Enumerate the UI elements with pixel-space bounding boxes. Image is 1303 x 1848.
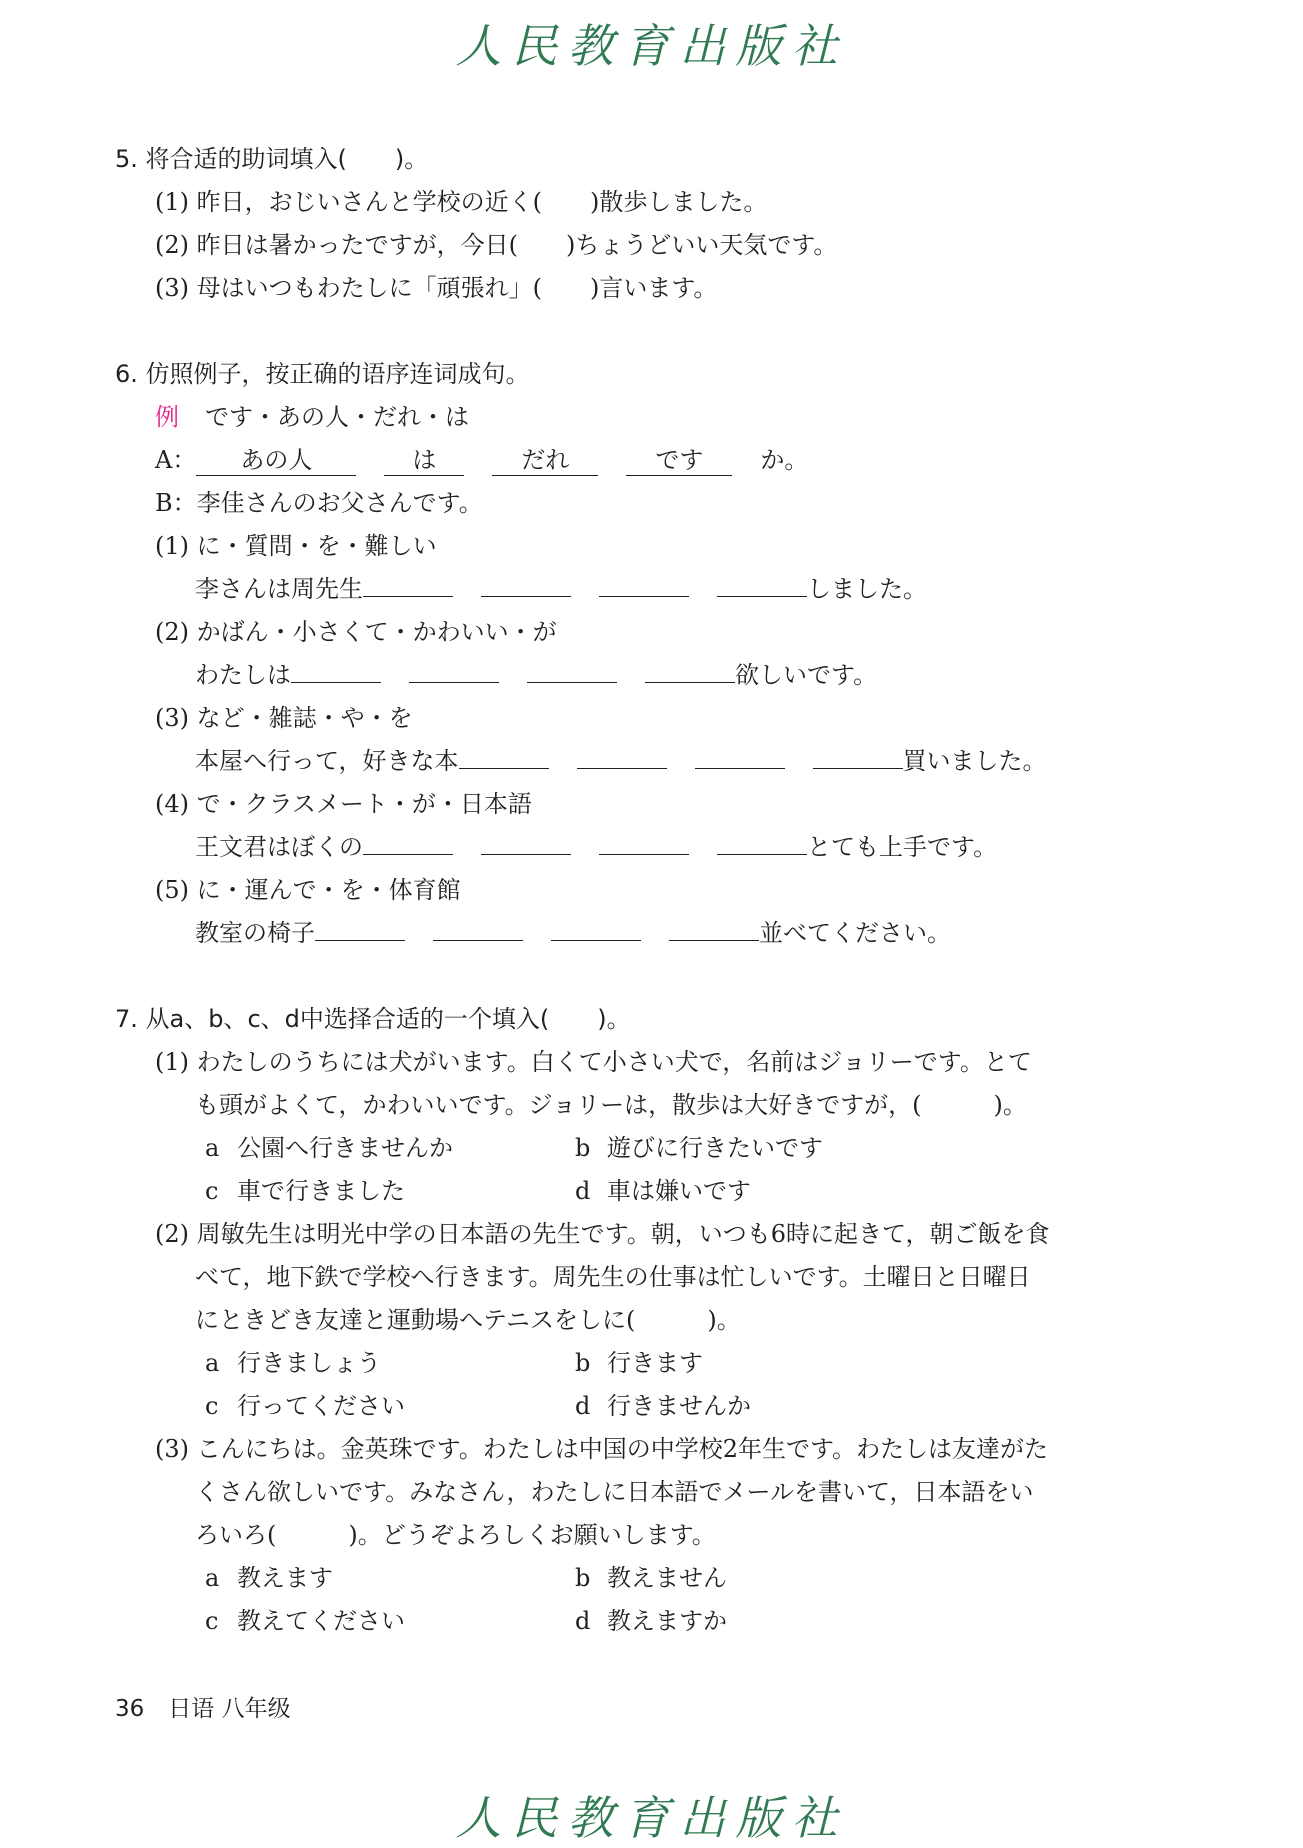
q6-item-3-words: (3) など・雑誌・や・を: [155, 704, 413, 732]
option-a[interactable]: a 教えます: [205, 1564, 333, 1592]
answer-blank[interactable]: [363, 596, 453, 597]
q6-item-4-answer: [115, 826, 1175, 869]
q7-item-2-options-ab: [115, 1342, 1175, 1385]
option-d[interactable]: d 車は嫌いです: [575, 1177, 751, 1205]
q6-item-3-answer: [115, 740, 1175, 783]
q7-item-1-line-1: (1) わたしのうちには犬がいます。白くて小さい犬で，名前はジョリーです。とて: [155, 1048, 1032, 1076]
answer-blank[interactable]: [481, 596, 571, 597]
answer-blank[interactable]: [551, 940, 641, 941]
example-answer-4: です: [626, 445, 732, 476]
option-b[interactable]: b 行きます: [575, 1349, 703, 1377]
q7-item-3-options-ab: [115, 1557, 1175, 1600]
q5-item-1: (1) 昨日，おじいさんと学校の近く( )散歩しました。: [155, 188, 768, 216]
option-b[interactable]: b 教えません: [575, 1564, 727, 1592]
q6-item-1-answer: [115, 568, 1175, 611]
q7-item-2-line-2: べて，地下鉄で学校へ行きます。周先生の仕事は忙しいです。土曜日と日曜日: [195, 1263, 1031, 1291]
answer-blank[interactable]: [669, 940, 759, 941]
page-footer: [115, 1690, 291, 1723]
answer-blank[interactable]: [717, 596, 807, 597]
q6-item-5-words: (5) に・運んで・を・体育館: [155, 876, 461, 904]
q6-example-answer: [115, 439, 1175, 482]
example-answer-3: だれ: [492, 445, 598, 476]
q7-item-1-options-ab: [115, 1127, 1175, 1170]
answer-blank[interactable]: [813, 768, 903, 769]
option-d[interactable]: d 教えますか: [575, 1607, 727, 1635]
answer-blank[interactable]: [717, 854, 807, 855]
sentence-suffix: 買いました。: [902, 747, 1047, 775]
sentence-suffix: 欲しいです。: [735, 661, 878, 689]
publisher-logo-bottom: 人民教育出版社: [455, 1791, 848, 1845]
option-c[interactable]: c 教えてください: [205, 1607, 405, 1635]
q5-item-2: (2) 昨日は暑かったですが，今日( )ちょうどいい天気です。: [155, 231, 838, 259]
option-b[interactable]: b 遊びに行きたいです: [575, 1134, 823, 1162]
sentence-prefix: 本屋へ行って，好きな本: [195, 747, 459, 775]
q6-b-line: B：李佳さんのお父さんです。: [155, 489, 483, 517]
sentence-prefix: 王文君はぼくの: [195, 833, 363, 861]
a-suffix: か。: [760, 446, 809, 474]
q6-example: [115, 396, 1175, 439]
sentence-prefix: 教室の椅子: [195, 919, 315, 947]
sentence-prefix: わたしは: [195, 661, 291, 689]
publisher-logo-top: 人民教育出版社: [455, 19, 848, 73]
q7-item-2-line-1: (2) 周敏先生は明光中学の日本語の先生です。朝，いつも6時に起きて，朝ご飯を食: [155, 1220, 1050, 1248]
sentence-prefix: 李さんは周先生: [195, 575, 363, 603]
option-c[interactable]: c 行ってください: [205, 1392, 405, 1420]
answer-blank[interactable]: [527, 682, 617, 683]
answer-blank[interactable]: [291, 682, 381, 683]
exercise-content: [115, 138, 1175, 1643]
answer-blank[interactable]: [459, 768, 549, 769]
q7-item-3-line-2: くさん欲しいです。みなさん，わたしに日本語でメールを書いて，日本語をい: [195, 1478, 1034, 1506]
answer-blank[interactable]: [599, 854, 689, 855]
option-a[interactable]: a 行きましょう: [205, 1349, 381, 1377]
answer-blank[interactable]: [409, 682, 499, 683]
page-number: 36: [115, 1696, 145, 1722]
option-c[interactable]: c 車で行きました: [205, 1177, 405, 1205]
answer-blank[interactable]: [363, 854, 453, 855]
q6-item-2-words: (2) かばん・小さくて・かわいい・が: [155, 618, 557, 646]
example-answer-2: は: [384, 445, 464, 476]
answer-blank[interactable]: [315, 940, 405, 941]
book-title: 日语 八年级: [168, 1696, 291, 1722]
answer-blank[interactable]: [433, 940, 523, 941]
answer-blank[interactable]: [695, 768, 785, 769]
q7-item-2-options-cd: [115, 1385, 1175, 1428]
example-words: です・あの人・だれ・は: [205, 403, 469, 431]
answer-blank[interactable]: [481, 854, 571, 855]
q6-item-1-words: (1) に・質問・を・難しい: [155, 532, 437, 560]
sentence-suffix: とても上手です。: [807, 833, 998, 861]
sentence-suffix: 並べてください。: [759, 919, 951, 947]
answer-blank[interactable]: [645, 682, 735, 683]
q7-item-3-line-1: (3) こんにちは。金英珠です。わたしは中国の中学校2年生です。わたしは友達がた: [155, 1435, 1049, 1463]
option-d[interactable]: d 行きませんか: [575, 1392, 751, 1420]
answer-blank[interactable]: [599, 596, 689, 597]
q6-item-4-words: (4) で・クラスメート・が・日本語: [155, 790, 532, 818]
q6-item-5-answer: [115, 912, 1175, 955]
q6-heading: 6. 仿照例子，按正确的语序连词成句。: [115, 360, 530, 388]
q6-item-2-answer: [115, 654, 1175, 697]
q7-item-2-line-3: にときどき友達と運動場へテニスをしに( )。: [195, 1306, 741, 1334]
example-mark: 例: [155, 403, 179, 431]
sentence-suffix: しました。: [807, 575, 927, 603]
q5-item-3: (3) 母はいつもわたしに「頑張れ」( )言います。: [155, 274, 718, 302]
option-a[interactable]: a 公園へ行きませんか: [205, 1134, 453, 1162]
example-answer-1: あの人: [196, 445, 356, 476]
q7-item-3-options-cd: [115, 1600, 1175, 1643]
a-prefix: A：: [155, 446, 197, 474]
q7-heading: 7. 从a、b、c、d中选择合适的一个填入( )。: [115, 1005, 631, 1033]
q7-item-1-line-2: も頭がよくて，かわいいです。ジョリーは，散歩は大好きですが，( )。: [195, 1091, 1027, 1119]
q7-item-3-line-3: ろいろ( )。どうぞよろしくお願いします。: [195, 1521, 716, 1549]
q5-heading: 5. 将合适的助词填入( )。: [115, 145, 429, 173]
q7-item-1-options-cd: [115, 1170, 1175, 1213]
answer-blank[interactable]: [577, 768, 667, 769]
